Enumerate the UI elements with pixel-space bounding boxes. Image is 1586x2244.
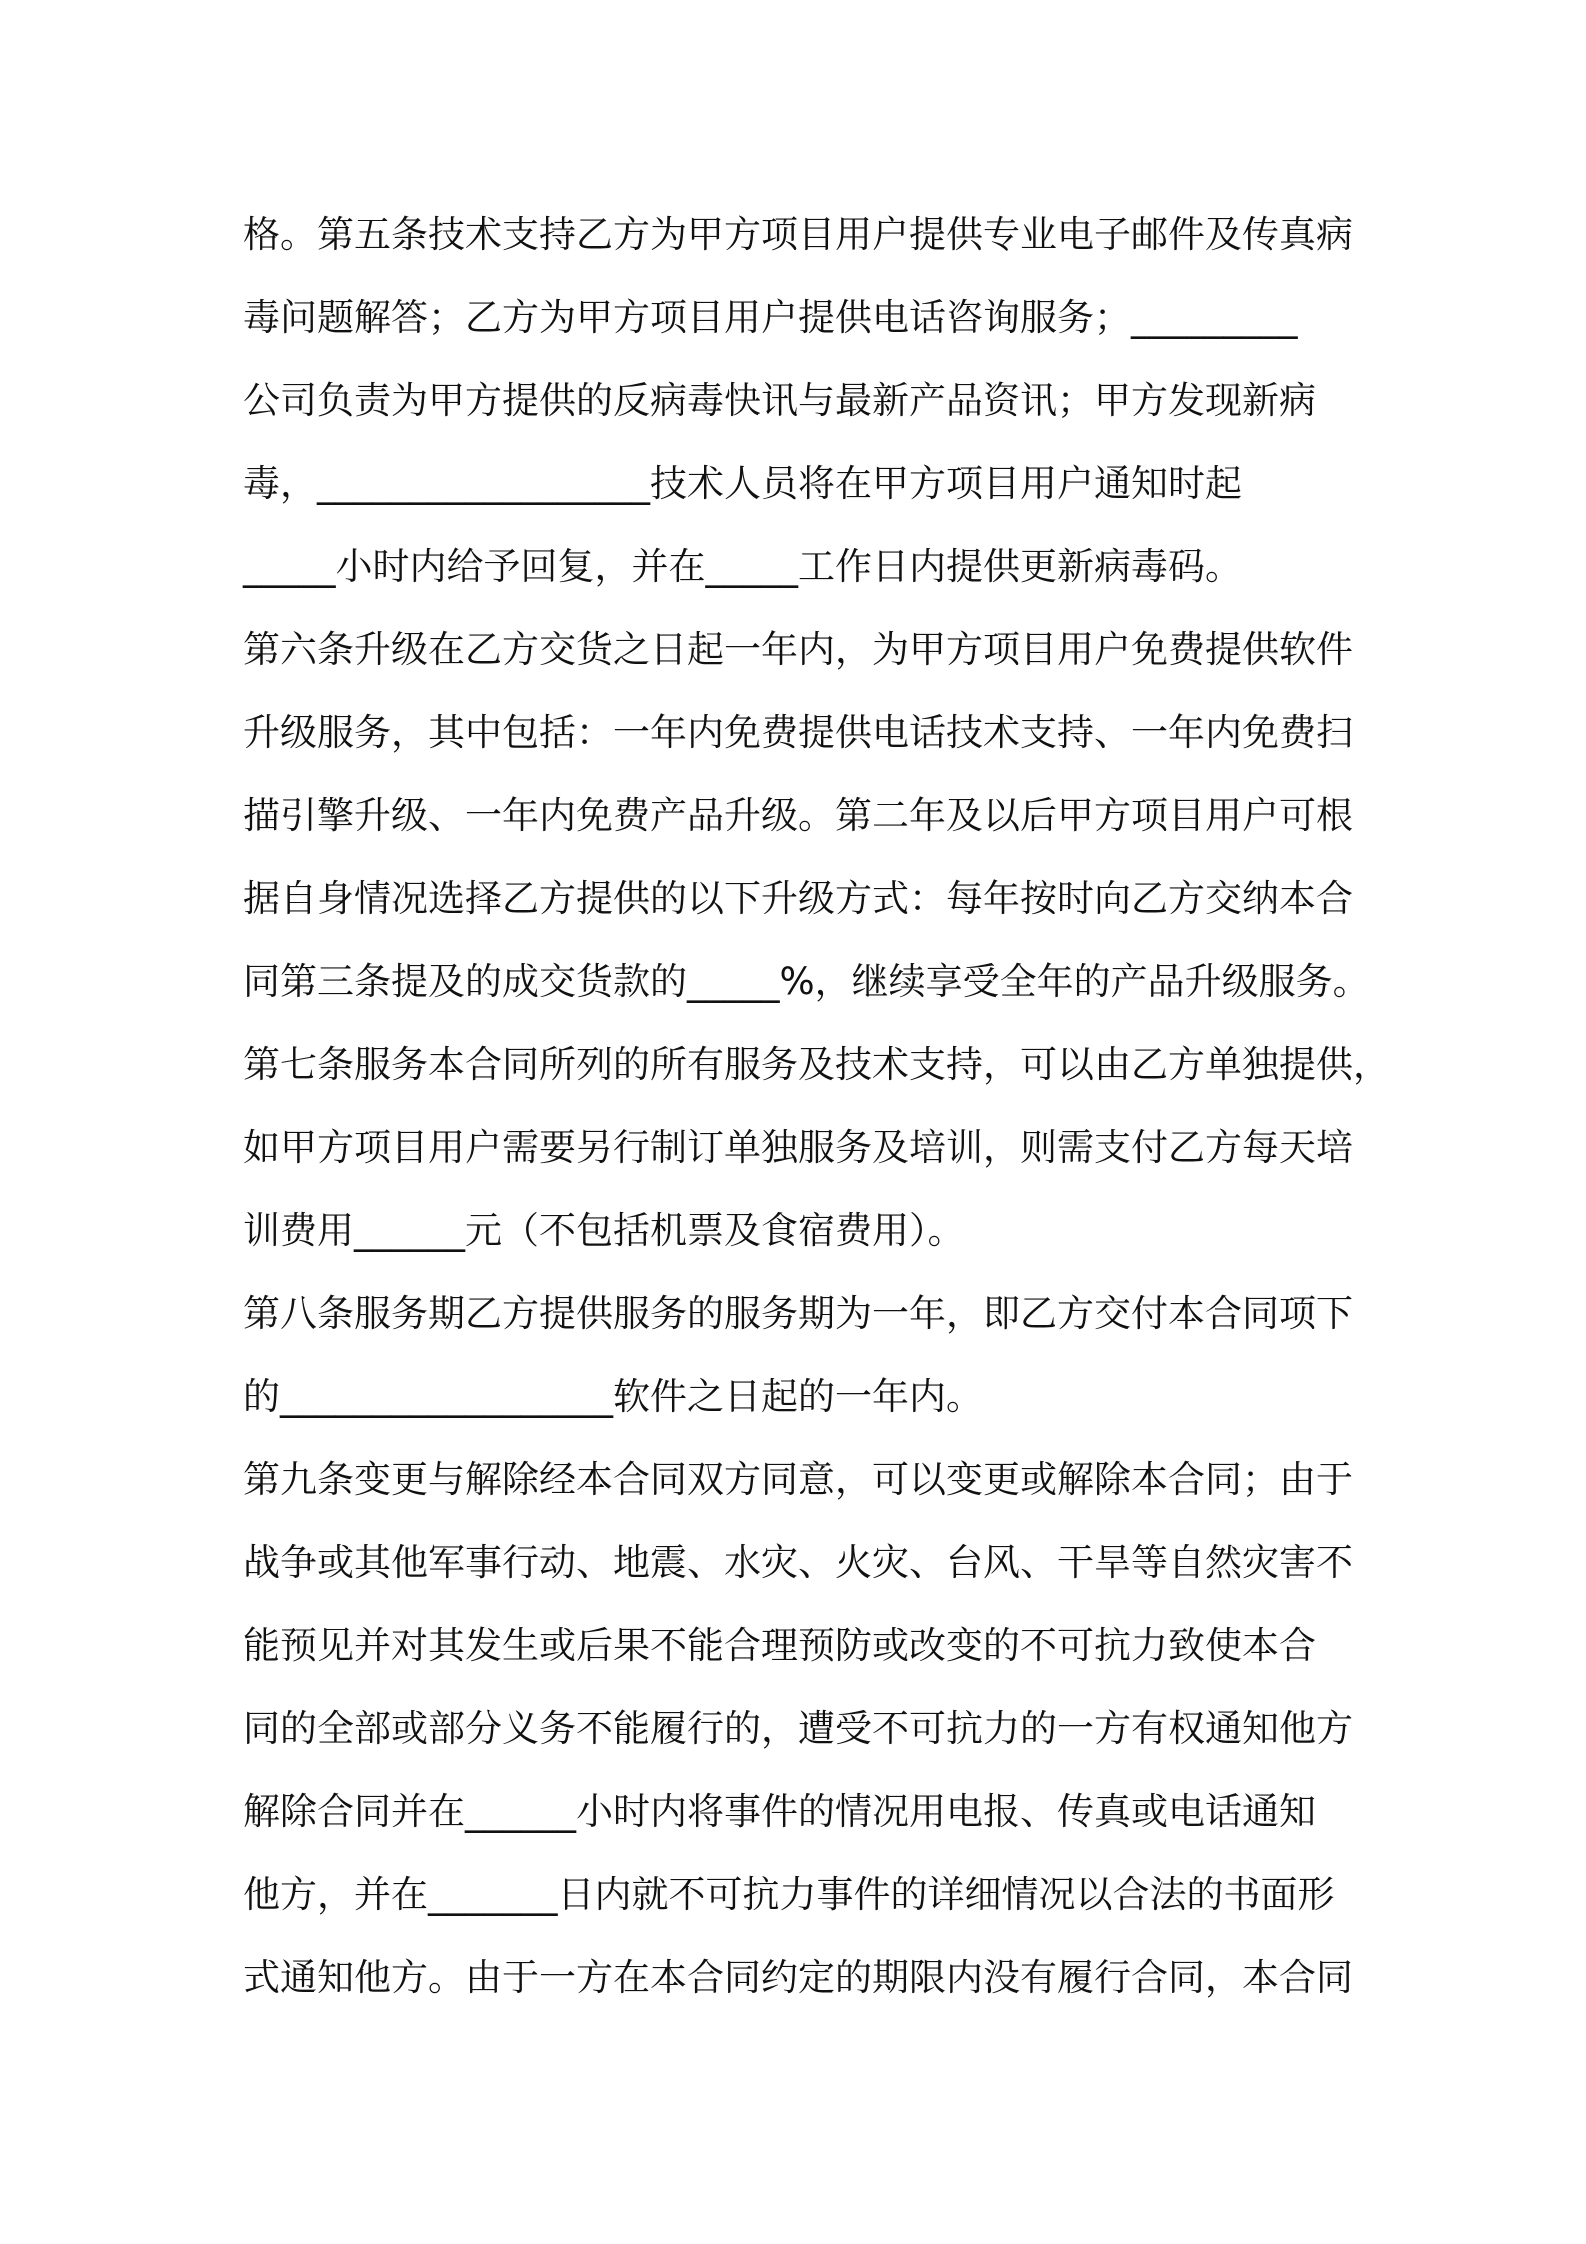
text-line: 训费用______元（不包括机票及食宿费用）。 bbox=[243, 1209, 965, 1252]
text-line: 据自身情况选择乙方提供的以下升级方式：每年按时向乙方交纳本合 bbox=[243, 877, 1353, 920]
text-line: 升级服务，其中包括：一年内免费提供电话技术支持、一年内免费扫 bbox=[243, 711, 1353, 754]
text-line: 公司负责为甲方提供的反病毒快讯与最新产品资讯；甲方发现新病 bbox=[243, 379, 1316, 422]
text-line: 毒问题解答；乙方为甲方项目用户提供电话咨询服务；_________ bbox=[243, 296, 1298, 339]
text-line: 同的全部或部分义务不能履行的，遭受不可抗力的一方有权通知他方 bbox=[243, 1707, 1353, 1750]
text-line: 第八条服务期乙方提供服务的服务期为一年，即乙方交付本合同项下 bbox=[243, 1292, 1353, 1335]
text-line: 第七条服务本合同所列的所有服务及技术支持，可以由乙方单独提供， bbox=[243, 1043, 1390, 1086]
text-line: 同第三条提及的成交货款的_____%，继续享受全年的产品升级服务。 bbox=[243, 960, 1370, 1003]
text-line: 解除合同并在______小时内将事件的情况用电报、传真或电话通知 bbox=[243, 1790, 1316, 1833]
text-line: 毒，__________________技术人员将在甲方项目用户通知时起 bbox=[243, 462, 1242, 505]
text-line: 第九条变更与解除经本合同双方同意，可以变更或解除本合同；由于 bbox=[243, 1458, 1353, 1501]
text-line: 如甲方项目用户需要另行制订单独服务及培训，则需支付乙方每天培 bbox=[243, 1126, 1353, 1169]
text-line: 战争或其他军事行动、地震、水灾、火灾、台风、干旱等自然灾害不 bbox=[243, 1541, 1353, 1584]
text-line: 能预见并对其发生或后果不能合理预防或改变的不可抗力致使本合 bbox=[243, 1624, 1316, 1667]
text-line: 格。第五条技术支持乙方为甲方项目用户提供专业电子邮件及传真病 bbox=[243, 213, 1353, 256]
text-line: 描引擎升级、一年内免费产品升级。第二年及以后甲方项目用户可根 bbox=[243, 794, 1353, 837]
text-line: 他方，并在_______日内就不可抗力事件的详细情况以合法的书面形 bbox=[243, 1873, 1335, 1916]
text-line: 第六条升级在乙方交货之日起一年内，为甲方项目用户免费提供软件 bbox=[243, 628, 1353, 671]
text-line: 的__________________软件之日起的一年内。 bbox=[243, 1375, 983, 1418]
text-line: _____小时内给予回复，并在_____工作日内提供更新病毒码。 bbox=[243, 545, 1242, 588]
contract-text bbox=[243, 193, 1390, 2019]
text-line: 式通知他方。由于一方在本合同约定的期限内没有履行合同，本合同 bbox=[243, 1956, 1353, 1999]
